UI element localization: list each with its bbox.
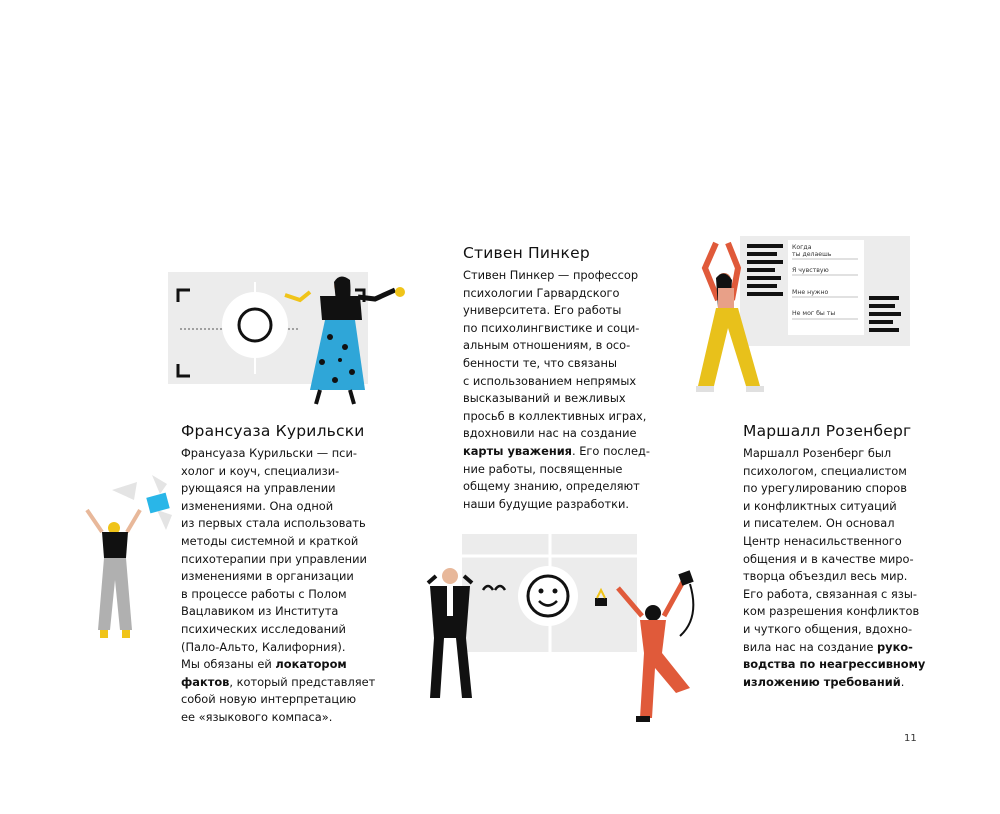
card-line-5: Не мог бы ты <box>792 310 836 317</box>
pinker-line-11 <box>463 443 650 461</box>
pinker-line-7: с использованием непрямых <box>463 373 637 388</box>
card-line-2: ты делаешь <box>792 251 832 258</box>
kurilsky-line-11: психических исследований <box>181 621 346 636</box>
kurilsky-bio <box>181 421 375 727</box>
pinker-line-1: Стивен Пинкер — профессор <box>463 268 639 282</box>
kurilsky-line-2: холог и коуч, специализи- <box>181 463 340 478</box>
rosenberg-line-10: ком разрешения конфликтов <box>743 604 920 619</box>
pinker-line-2: психологии Гарвардского <box>463 285 620 300</box>
kurilsky-line-1: Франсуаза Курильски — пси- <box>181 446 357 460</box>
kurilsky-line-13 <box>181 656 375 674</box>
kurilsky-bold-locator: локатором <box>275 657 347 672</box>
rosenberg-line-12 <box>743 639 925 657</box>
rosenberg-line-2: психологом, специалистом <box>743 463 907 478</box>
card-line-4: Мне нужно <box>792 289 829 296</box>
rosenberg-line-14 <box>743 674 925 692</box>
kurilsky-line-7: психотерапии при управлении <box>181 551 367 566</box>
card-line-1: Когда <box>792 244 812 251</box>
card-line-3: Я чувствую <box>792 267 829 274</box>
pinker-line-8: высказываний и вежливых <box>463 391 626 406</box>
rosenberg-line-6: Центр ненасильственного <box>743 533 902 548</box>
rosenberg-line-11: и чуткого общения, вдохно- <box>743 621 913 636</box>
pinker-line-13: общему знанию, определяют <box>463 479 640 494</box>
papers-woman-illustration <box>82 470 177 650</box>
rosenberg-line-9: Его работа, связанная с язы- <box>743 586 917 601</box>
kurilsky-line-9: в процессе работы с Полом <box>181 586 347 601</box>
kurilsky-line-14 <box>181 674 375 692</box>
pinker-line-4: по психолингвистике и соци- <box>463 320 640 335</box>
pinker-text <box>463 267 650 513</box>
pinker-line-6: бенности те, что связаны <box>463 355 617 370</box>
pinker-line-10: вдохновили нас на создание <box>463 426 637 441</box>
pinker-bold-map: карты уважения <box>463 443 572 458</box>
kurilsky-line-4: изменениями. Она одной <box>181 498 334 513</box>
rosenberg-line-8: творца объездил весь мир. <box>743 569 908 584</box>
rosenberg-line-5: и писателем. Он основал <box>743 516 895 531</box>
kurilsky-line-14-text: , который представляет <box>229 674 376 689</box>
kurilsky-name: Франсуаза Курильски <box>181 422 365 440</box>
pinker-line-5: альным отношениям, в осо- <box>463 338 631 353</box>
rosenberg-line-7: общения и в качестве миро- <box>743 551 914 566</box>
kurilsky-line-6: методы системной и краткой <box>181 533 359 548</box>
kurilsky-bold-facts: фактов <box>181 674 230 689</box>
kurilsky-line-13-text: Мы обязаны ей <box>181 657 276 672</box>
pinker-line-3: университета. Его работы <box>463 303 622 318</box>
kurilsky-line-15: собой новую интерпретацию <box>181 692 357 707</box>
smiley-illustration <box>400 528 720 728</box>
kurilsky-line-10: Вацлавиком из Института <box>181 604 339 619</box>
kurilsky-line-8: изменениями в организации <box>181 569 354 584</box>
kurilsky-line-5: из первых стала использовать <box>181 516 366 531</box>
rosenberg-line-4: и конфликтных ситуаций <box>743 498 897 513</box>
kurilsky-line-3: рующаяся на управлении <box>181 481 336 496</box>
pinker-line-12: ние работы, посвященные <box>463 461 623 476</box>
rosenberg-bold-guide-1: руко- <box>876 639 913 654</box>
pinker-name: Стивен Пинкер <box>463 244 590 262</box>
locator-illustration <box>160 262 420 412</box>
rosenberg-line-14-text: . <box>900 674 905 689</box>
rosenberg-text <box>743 445 925 691</box>
pinker-line-14: наши будущие разработки. <box>463 496 630 511</box>
kurilsky-line-16: ее «языкового компаса». <box>181 709 333 724</box>
rosenberg-bio <box>743 421 925 691</box>
request-card-illustration <box>680 228 915 403</box>
rosenberg-line-12-text: вила нас на создание <box>743 639 877 654</box>
page-number: 11 <box>904 733 917 744</box>
pinker-line-9: просьб в коллективных играх, <box>463 408 647 423</box>
pinker-bio <box>463 243 650 513</box>
rosenberg-line-1: Маршалл Розенберг был <box>743 446 892 460</box>
rosenberg-name: Маршалл Розенберг <box>743 422 912 440</box>
rosenberg-bold-guide-2: водства по неагрессивному <box>743 657 926 672</box>
pinker-line-11-text: . Его послед- <box>571 443 650 458</box>
kurilsky-line-12: (Пало-Альто, Калифорния). <box>181 639 346 654</box>
rosenberg-line-3: по урегулированию споров <box>743 481 907 496</box>
kurilsky-text <box>181 445 375 727</box>
rosenberg-line-13 <box>743 656 925 674</box>
rosenberg-bold-guide-3: изложению требований <box>743 674 901 689</box>
